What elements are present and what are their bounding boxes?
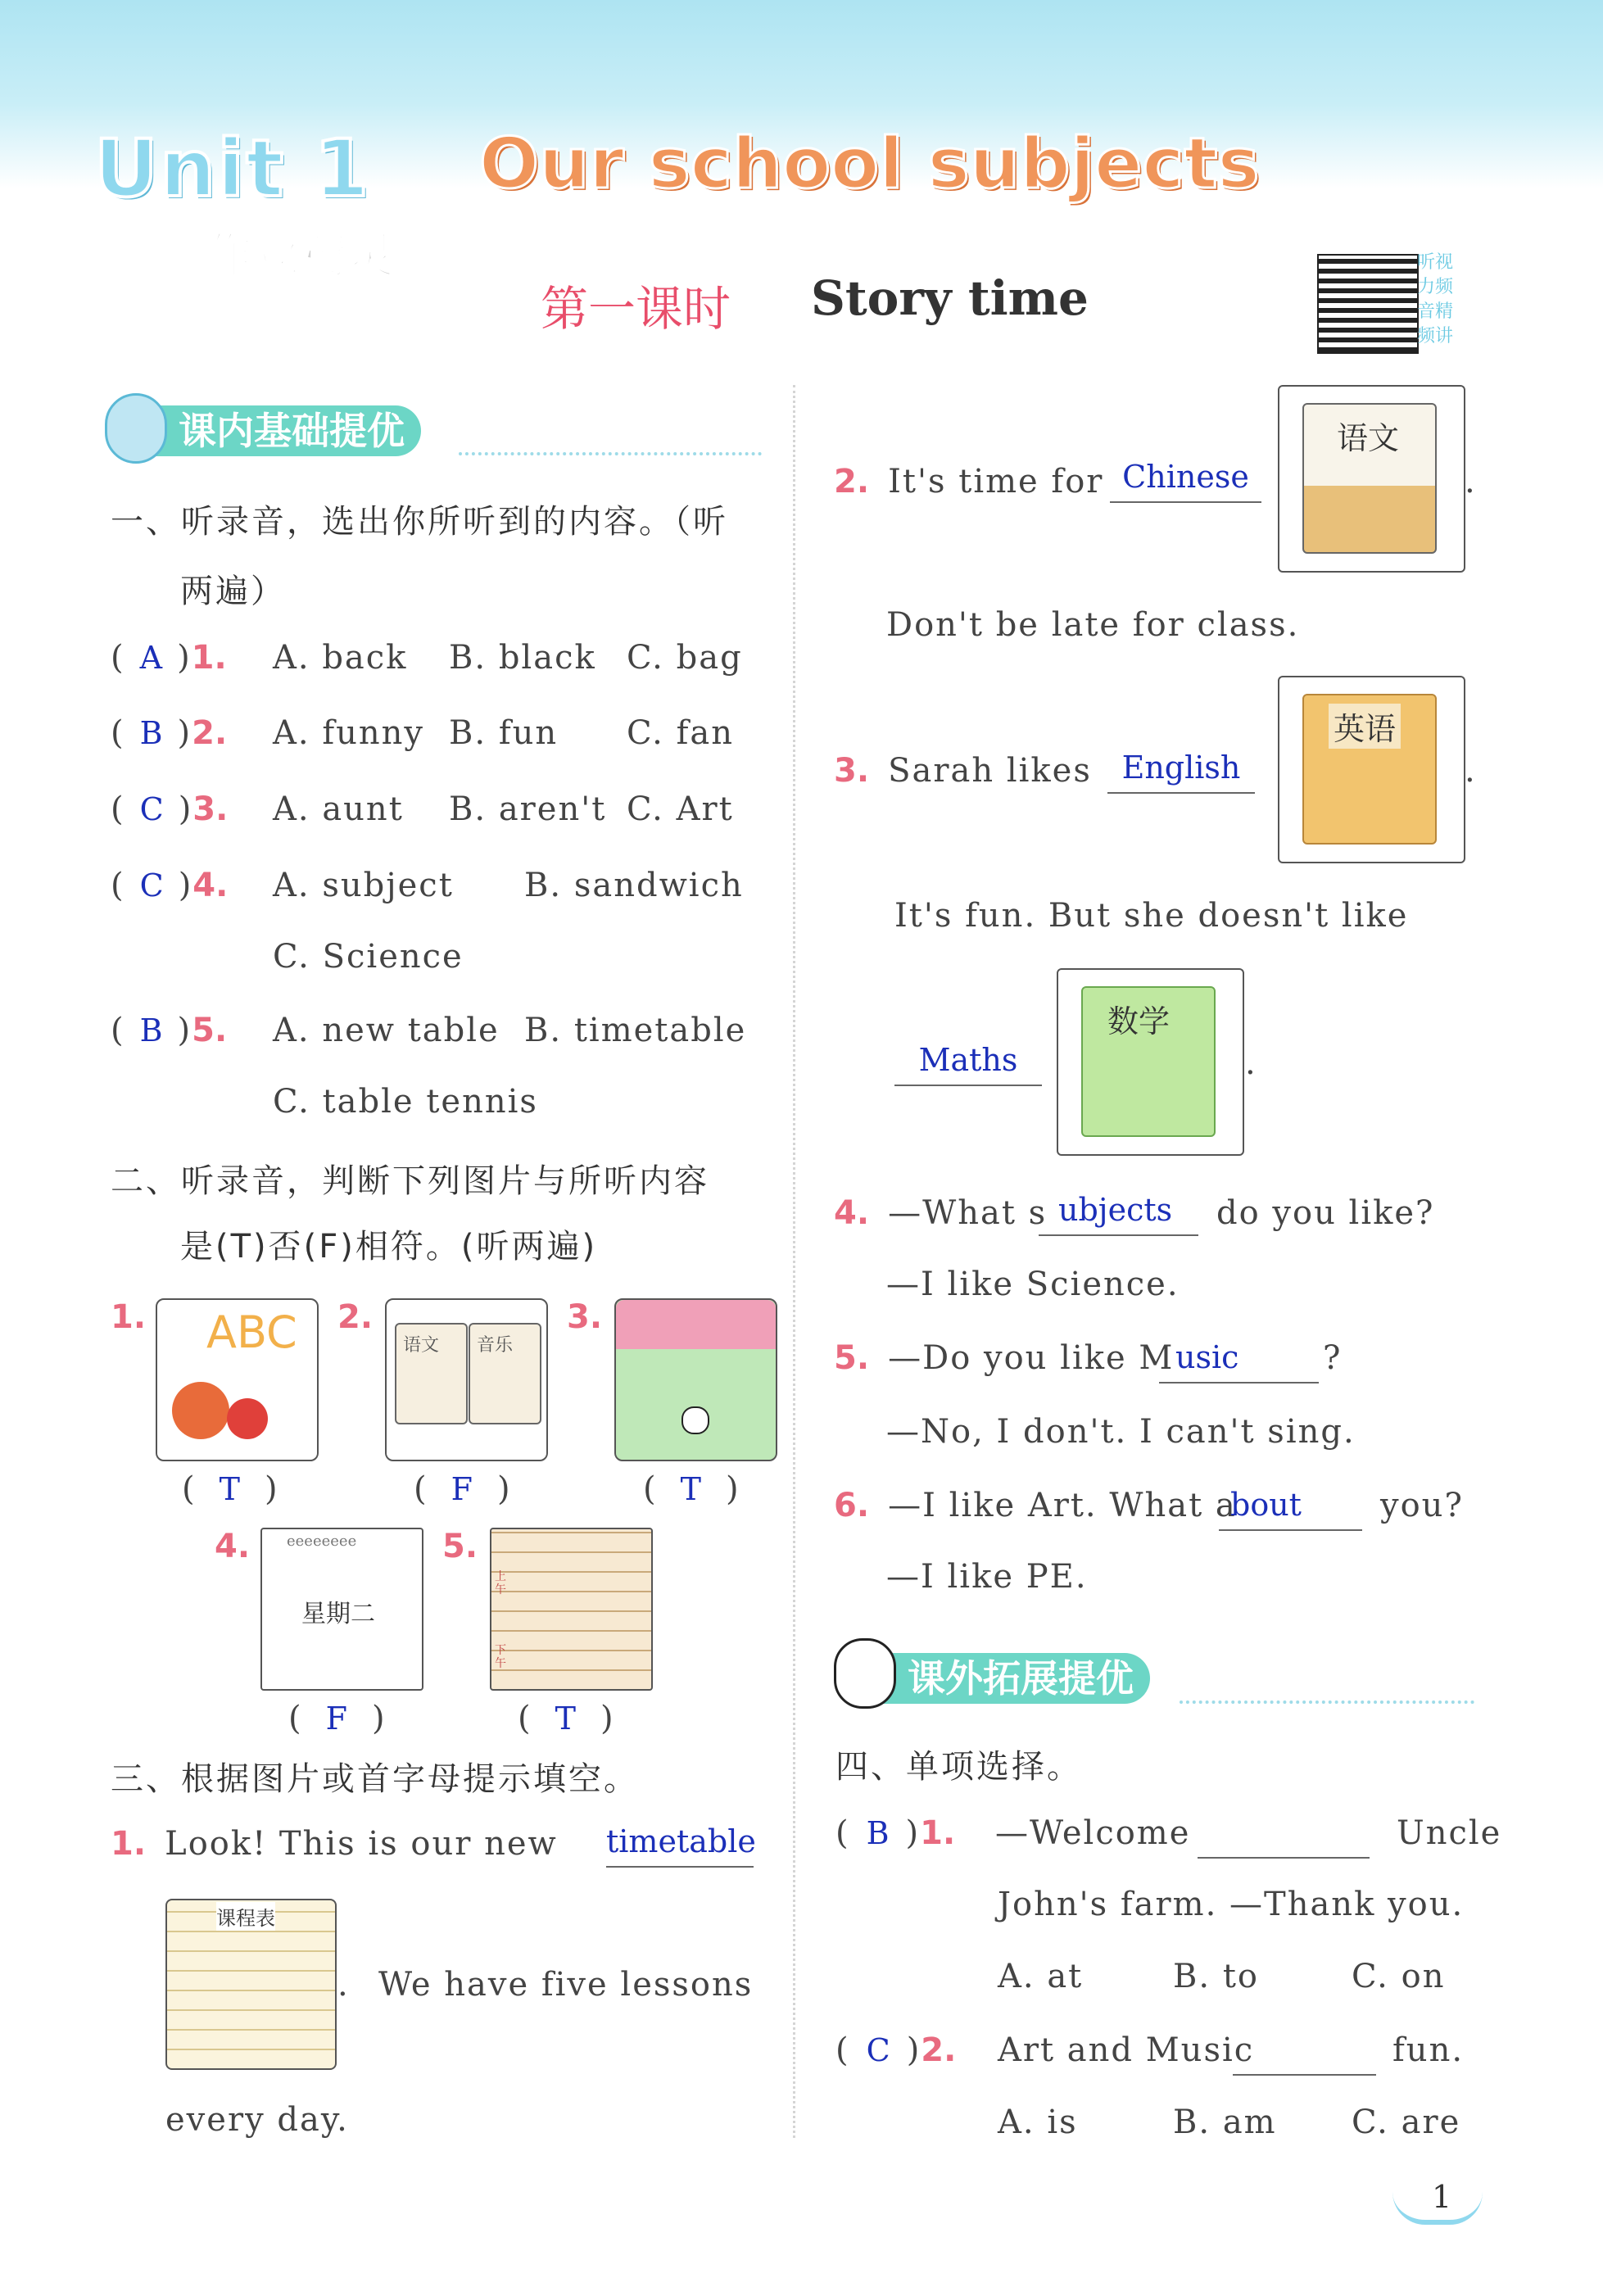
page-swoosh-icon (1392, 2179, 1483, 2225)
option-c: C. bag (627, 639, 743, 677)
answer-blank[interactable]: timetable (606, 1823, 754, 1868)
item-number: 4. (215, 1528, 251, 1565)
book-icon: 语文 (1302, 403, 1437, 554)
option-b: B. am (1173, 2104, 1277, 2141)
part3-q5-line2: —No, I don't. I can't sing. (886, 1413, 1356, 1451)
option-a: A. is (998, 2104, 1078, 2141)
part1-heading: 一、听录音，选出你所听到的内容。（听 (111, 503, 728, 541)
picture-english-book (1278, 676, 1465, 863)
book-icon: 语文 (395, 1323, 468, 1424)
part4-q1-line2: John's farm. —Thank you. (998, 1886, 1465, 1923)
column-divider (793, 385, 795, 2138)
part3-q1-line2: every day. (165, 2101, 349, 2139)
part1-item-2: ( B )2. (111, 714, 228, 752)
part3-q4-line2: —I like Science. (886, 1266, 1180, 1303)
qr-code-icon[interactable] (1317, 254, 1419, 354)
picture-chinese-book (1278, 385, 1465, 573)
book-icon: 数学 (1081, 986, 1216, 1137)
part4-q1-text: —Welcome (995, 1814, 1191, 1852)
unit-title: Our school subjects (479, 123, 1260, 205)
option-c: C. on (1352, 1958, 1446, 1995)
option-c: C. fan (627, 714, 735, 752)
part4-q1: ( B )1. (835, 1814, 956, 1852)
part3-q4-post: do you like? (1216, 1194, 1435, 1232)
panda-icon (834, 1638, 896, 1709)
part2-answer-5: ( T ) (518, 1700, 615, 1737)
picture-maths-book (1057, 968, 1244, 1156)
qr-label: 听视 力频 音精 频讲 (1417, 252, 1454, 346)
item-number: 3. (567, 1298, 603, 1336)
mascot-icon (105, 393, 167, 464)
book-icon: 音乐 (469, 1323, 541, 1424)
part3-q1-after: We have five lessons (378, 1966, 754, 2004)
watermark: 作业精灵 (205, 228, 396, 283)
option-b: B. fun (449, 714, 559, 752)
unit-label: Unit 1 (94, 123, 371, 215)
item-number: 5. (442, 1528, 478, 1565)
football-icon (682, 1406, 709, 1434)
part2-answer-2: ( F ) (414, 1470, 512, 1508)
part4-q2: ( C )2. (835, 2031, 957, 2069)
answer-blank[interactable] (1198, 1814, 1370, 1859)
part2-answer-1: ( T ) (182, 1470, 279, 1508)
picture-abc-balls (156, 1298, 319, 1461)
option-c: C. Art (627, 790, 734, 828)
part3-q4: 4. —What s (834, 1194, 1048, 1232)
page-number: 1 (1432, 2179, 1452, 2215)
dotted-rule (459, 452, 762, 455)
part3-heading: 三、根据图片或首字母提示填空。 (111, 1760, 639, 1798)
part4-q1-post: Uncle (1397, 1814, 1502, 1852)
section-badge-extended: 课外拓展提优 (844, 1653, 1150, 1704)
lesson-label: 第一课时 (541, 281, 731, 337)
option-a: A. funny (273, 714, 425, 752)
option-b: B. timetable (524, 1012, 747, 1049)
picture-timetable: 上午 下午 (490, 1528, 653, 1691)
option-b: B. sandwich (524, 867, 744, 904)
part4-q2-text: Art and Music (998, 2031, 1255, 2069)
dotted-rule (1180, 1700, 1474, 1704)
option-c: C. table tennis (273, 1083, 538, 1121)
answer-blank[interactable]: usic (1159, 1339, 1319, 1383)
part3-q2: 2. It's time for (834, 463, 1104, 500)
section-badge-basic: 课内基础提优 (115, 405, 421, 456)
part3-q5-post: ? (1323, 1339, 1343, 1377)
picture-football (614, 1298, 777, 1461)
part2-heading-cont: 是(T)否(F)相符。(听两遍) (180, 1228, 598, 1266)
part4-heading: 四、单项选择。 (835, 1748, 1082, 1786)
answer-blank[interactable]: Maths (894, 1042, 1042, 1086)
part2-answer-4: ( F ) (288, 1700, 387, 1737)
story-title: Story time (811, 270, 1089, 326)
part1-item-1: ( A )1. (111, 639, 227, 677)
part1-item-3: ( C )3. (111, 790, 229, 828)
option-a: A. subject (273, 867, 454, 904)
option-b: B. to (1173, 1958, 1259, 1995)
picture-class-timetable: 课程表 (165, 1899, 337, 2070)
answer-blank[interactable]: bout (1219, 1487, 1362, 1531)
option-a: A. back (273, 639, 408, 677)
part3-q5: 5. —Do you like M (834, 1339, 1175, 1377)
answer-blank[interactable]: ubjects (1039, 1192, 1198, 1236)
picture-books (385, 1298, 548, 1461)
part3-q6: 6. —I like Art. What a (834, 1487, 1237, 1524)
part4-q2-post: fun. (1392, 2031, 1465, 2069)
option-b: B. aren't (449, 790, 607, 828)
part3-q1: 1. Look! This is our new (111, 1825, 558, 1863)
basketball-icon (172, 1382, 229, 1439)
part1-item-5: ( B )5. (111, 1012, 228, 1049)
answer-blank[interactable]: Chinese (1110, 459, 1261, 503)
answer-blank[interactable] (1233, 2031, 1376, 2076)
answer-blank[interactable]: English (1107, 749, 1255, 794)
item-number: 2. (337, 1298, 374, 1336)
part1-item-4: ( C )4. (111, 867, 229, 904)
part3-q3: 3. Sarah likes (834, 752, 1092, 790)
part2-heading: 二、听录音，判断下列图片与所听内容 (111, 1162, 709, 1200)
part3-q2-after: Don't be late for class. (886, 606, 1300, 644)
item-number: 1. (111, 1298, 147, 1336)
option-c: C. are (1352, 2104, 1461, 2141)
part2-answer-3: ( T ) (643, 1470, 740, 1508)
part1-heading-cont: 两遍） (180, 573, 286, 610)
option-a: A. at (998, 1958, 1084, 1995)
option-a: A. new table (273, 1012, 500, 1049)
part3-q6-post: you? (1380, 1487, 1464, 1524)
track (616, 1300, 776, 1349)
option-c: C. Science (273, 938, 464, 976)
part3-q6-line2: —I like PE. (886, 1558, 1088, 1596)
abc-letters: ABC (206, 1307, 297, 1358)
option-b: B. black (449, 639, 596, 677)
option-a: A. aunt (273, 790, 404, 828)
part3-q3-after: It's fun. But she doesn't like (894, 897, 1409, 935)
picture-calendar: eeeeeeee 星期二 (260, 1528, 423, 1691)
book-icon: 英语 (1302, 694, 1437, 845)
paddle-icon (227, 1398, 268, 1439)
